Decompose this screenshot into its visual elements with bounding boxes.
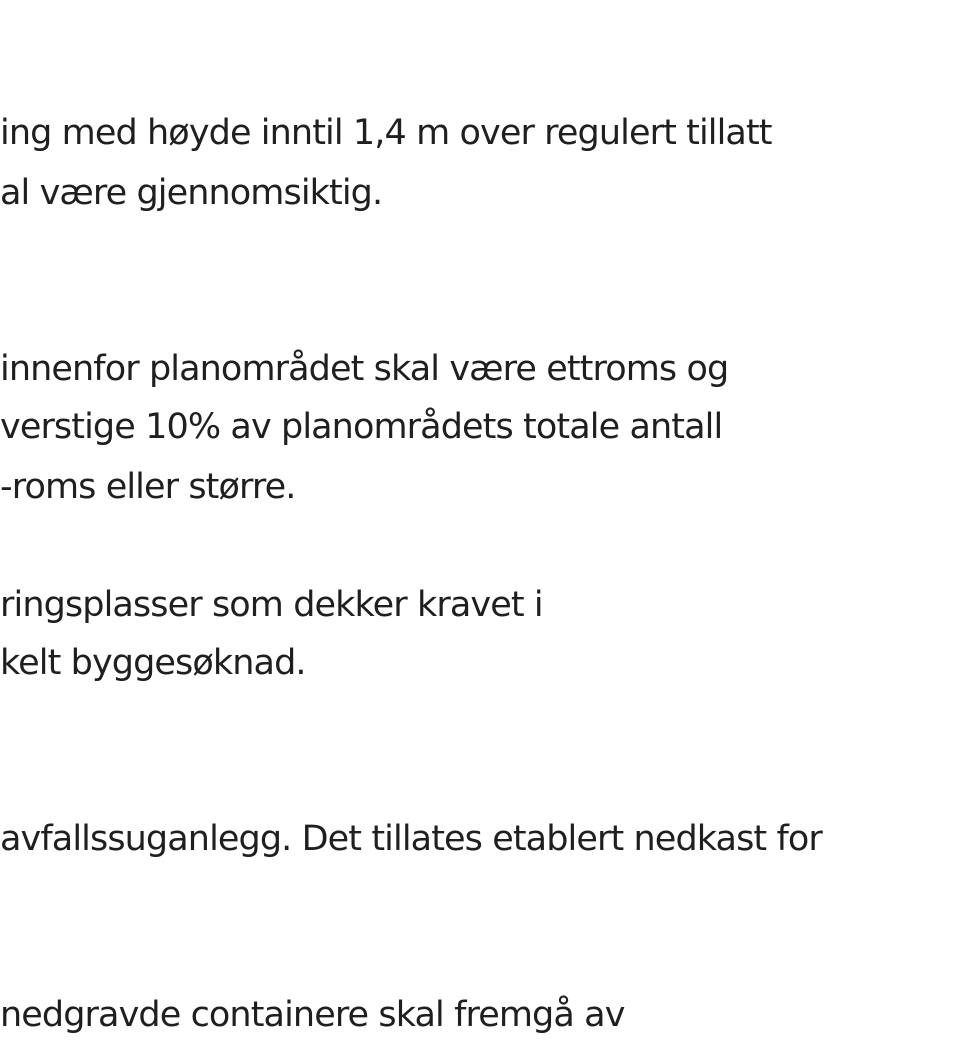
text-line: ringsplasser som dekker kravet i bbox=[0, 585, 543, 625]
text-line: kelt byggesøknad. bbox=[0, 643, 306, 683]
text-line: nedgravde containere skal fremgå av bbox=[0, 995, 625, 1035]
text-line: -roms eller større. bbox=[0, 467, 296, 507]
text-line: innenfor planområdet skal være ettroms og bbox=[0, 349, 729, 389]
text-line: al være gjennomsiktig. bbox=[0, 173, 383, 213]
text-line: avfallssuganlegg. Det tillates etablert nedkast for bbox=[0, 819, 822, 859]
text-line: verstige 10% av planområdets totale antall bbox=[0, 407, 723, 447]
text-line: ing med høyde inntil 1,4 m over regulert tillatt bbox=[0, 113, 772, 153]
